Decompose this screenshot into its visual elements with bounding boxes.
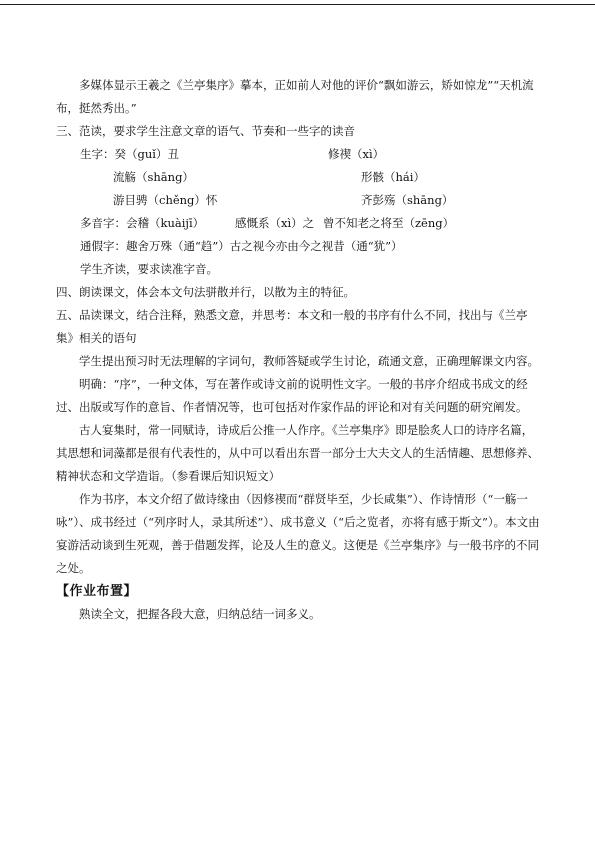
vocab-item: 游目骋（chěng）怀	[113, 193, 218, 207]
vocab-item: 生字：癸（guǐ）丑	[80, 147, 179, 161]
vocab-item: 形骸（hái）	[361, 170, 425, 184]
section-3-heading: 三、范读，要求学生注意文章的语气、节奏和一些字的读音	[56, 124, 355, 138]
multi-sound-item: 多音字：会稽（kuàijī）	[80, 216, 205, 230]
multi-sound-row	[56, 212, 540, 235]
multi-sound-item: 曾不知老之将至（zēng）	[323, 216, 455, 230]
vocab-item: 齐彭殇（shāng）	[361, 193, 454, 207]
section-4-heading: 四、朗读课文，体会本文句法骈散并行，以散为主的特征。	[56, 285, 355, 299]
section-5-heading: 五、品读课文，结合注释，熟悉文意，并思考：本文和一般的书序有什么不同，找出与《兰亭集》相关的语句	[56, 308, 528, 345]
students-read: 学生齐读，要求读准字音。	[80, 262, 218, 276]
top-rule	[0, 4, 595, 5]
vocab-item: 修禊（xì）	[328, 147, 385, 161]
students-question-paragraph: 学生提出预习时无法理解的字词句，教师答疑或学生讨论，疏通文意，正确理解课文内容。	[79, 354, 539, 368]
ancient-banquet-paragraph: 古人宴集时，常一同赋诗，诗成后公推一人作序。《兰亭集序》即是脍炙人口的诗序名篇，其思想和词藻都是很有代表性的，从中可以看出东晋一部分士大夫文人的生活情趣、思想修养、精神状态和文学造诣。（参看课后知识短文）	[56, 423, 539, 483]
document-body	[56, 74, 540, 626]
multi-sound-item: 感慨系（xì）之	[235, 216, 315, 230]
intro-paragraph: 多媒体显示王羲之《兰亭集序》摹本，正如前人对他的评价“飘如游云，矫如惊龙”“天机流布，挺然秀出。”	[56, 78, 534, 115]
as-preface-paragraph: 作为书序，本文介绍了做诗缘由（因修禊而“群贤毕至，少长咸集”）、作诗情形（“一觞一咏”）、成书经过（“列序时人，录其所述”）、成书意义（“后之览者，亦将有感于斯文”）。本文由宴游活动谈到生死观，善于借题发挥，论及人生的意义。这便是《兰亭集序》与一般书序的不同之处。	[56, 492, 540, 575]
homework-heading: 【作业布置】	[56, 584, 138, 599]
vocab-row-3	[56, 189, 540, 212]
loan-characters: 通假字：趣舍万殊（通“趋”）古之视今亦由今之视昔（通“犹”）	[80, 239, 403, 253]
clarify-paragraph: 明确：“序”，一种文体，写在著作或诗文前的说明性文字。一般的书序介绍成书成文的经过、出版或写作的意旨、作者情况等，也可包括对作家作品的评论和对有关问题的研究阐发。	[56, 377, 528, 414]
homework-text: 熟读全文，把握各段大意，归纳总结一词多义。	[79, 607, 321, 621]
vocab-row-2	[56, 166, 540, 189]
vocab-row-1	[56, 143, 540, 166]
vocab-item: 流觞（shāng）	[113, 170, 194, 184]
